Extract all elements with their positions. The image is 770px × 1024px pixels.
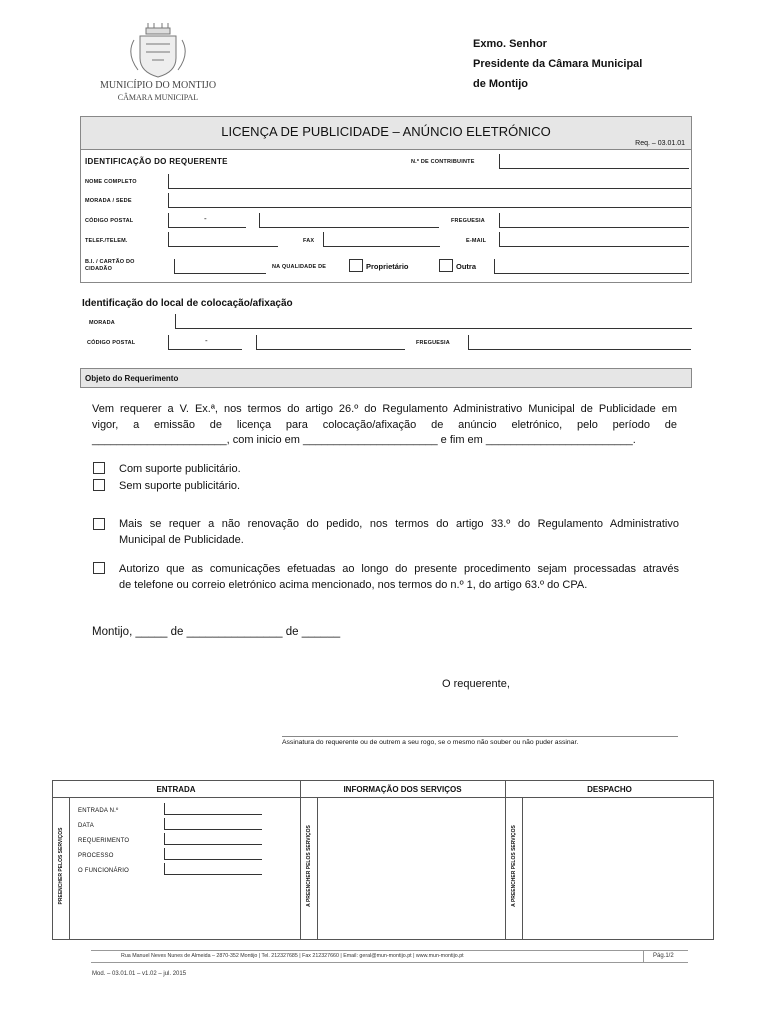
footer-page-divider <box>643 951 644 962</box>
codigo-postal-label: CÓDIGO POSTAL <box>85 218 134 224</box>
desp-side-label: A PREENCHER PELOS SERVIÇOS <box>511 825 517 907</box>
nao-renovacao-text <box>119 517 679 548</box>
proprietario-label: Proprietário <box>366 262 409 271</box>
email-field[interactable] <box>499 232 689 247</box>
localidade-field[interactable] <box>259 213 439 228</box>
signature-line[interactable] <box>282 736 678 737</box>
local-freguesia-field[interactable] <box>468 335 691 350</box>
nome-field[interactable] <box>168 174 691 189</box>
informacao-heading: INFORMAÇÃO DOS SERVIÇOS <box>343 785 462 794</box>
autorizo-line-1: Autorizo que as comunicações efetuadas ao longo do presente procedimento sejam processadas através <box>119 563 679 575</box>
processo-field[interactable] <box>164 848 262 860</box>
info-side-strip <box>300 797 318 940</box>
fax-label: FAX <box>303 238 315 244</box>
form-reference: Req. – 03.01.01 <box>635 140 685 147</box>
qualidade-label: NA QUALIDADE DE <box>272 264 327 270</box>
form-title: LICENÇA DE PUBLICIDADE – ANÚNCIO ELETRÓNICO <box>221 124 551 139</box>
data-label: DATA <box>78 823 94 829</box>
local-heading: Identificação do local de colocação/afixação <box>82 298 293 309</box>
nif-label: N.º DE CONTRIBUINTE <box>411 159 475 165</box>
footer-address: Rua Manuel Neves Nunes de Almeida – 2870-352 Montijo | Tel. 212327685 | Fax 212327660 | Email: geral@mun-montijo.pt | www.mun-montijo.pt <box>121 953 464 959</box>
despacho-heading: DESPACHO <box>587 785 632 794</box>
local-codigo-postal-label: CÓDIGO POSTAL <box>87 340 136 346</box>
entrada-numero-field[interactable] <box>164 803 262 815</box>
requerimento-field[interactable] <box>164 833 262 845</box>
logo-name: MUNICÍPIO DO MONTIJO <box>99 80 217 91</box>
freguesia-field[interactable] <box>499 213 689 228</box>
info-side-label: A PREENCHER PELOS SERVIÇOS <box>306 825 312 907</box>
funcionario-field[interactable] <box>164 863 262 875</box>
autorizo-line-2: de telefone ou correio eletrónico acima mencionado, nos termos do n.º 1, do artigo 63.º do CPA. <box>119 578 588 591</box>
outra-checkbox[interactable] <box>439 259 453 272</box>
local-codigo-postal-dash: - <box>205 336 208 345</box>
addressee-line-1: Exmo. Senhor <box>473 38 547 50</box>
telef-label: TELEF./TELEM. <box>85 238 128 244</box>
local-morada-field[interactable] <box>175 314 692 329</box>
footer-bar <box>91 950 688 963</box>
funcionario-label: O FUNCIONÁRIO <box>78 868 129 874</box>
codigo-postal-field[interactable] <box>168 213 246 228</box>
morada-label: MORADA / SEDE <box>85 198 132 204</box>
signature-note: Assinatura do requerente ou de outrem a seu rogo, se o mesmo não souber ou não puder assinar. <box>282 739 579 746</box>
form-model: Mod. – 03.01.01 – v1.02 – jul. 2015 <box>92 971 187 977</box>
outra-field[interactable] <box>494 259 689 274</box>
desp-side-strip <box>505 797 523 940</box>
sem-suporte-checkbox[interactable] <box>93 479 105 491</box>
processo-label: PROCESSO <box>78 853 114 859</box>
bi-label-line-2: CIDADÃO <box>85 266 113 272</box>
com-suporte-label: Com suporte publicitário. <box>119 463 241 475</box>
data-field[interactable] <box>164 818 262 830</box>
entrada-heading: ENTRADA <box>156 785 196 794</box>
bi-label-line-1: B.I. / CARTÃO DO <box>85 259 135 265</box>
requerente-heading: IDENTIFICAÇÃO DO REQUERENTE <box>85 157 228 166</box>
bi-label <box>85 259 135 273</box>
local-morada-label: MORADA <box>89 320 115 326</box>
objeto-line-3: ______________________, com inicio em ______________________ e fim em ________________________. <box>92 434 636 446</box>
requerimento-label: REQUERIMENTO <box>78 838 130 844</box>
local-freguesia-label: FREGUESIA <box>416 340 450 346</box>
nao-renovacao-line-2: Municipal de Publicidade. <box>119 533 244 546</box>
entrada-numero-label: ENTRADA N.º <box>78 808 119 814</box>
place-date: Montijo, _____ de _______________ de ______ <box>92 626 341 638</box>
proprietario-checkbox[interactable] <box>349 259 363 272</box>
freguesia-label: FREGUESIA <box>451 218 485 224</box>
nao-renovacao-line-1: Mais se requer a não renovação do pedido, nos termos do artigo 33.º do Regulamento Administrativo <box>119 518 679 530</box>
services-header-rule <box>52 797 714 798</box>
telef-field[interactable] <box>168 232 278 247</box>
footer-page: Pág.1/2 <box>653 953 674 959</box>
municipal-logo <box>96 20 220 106</box>
requerente-signature-label: O requerente, <box>442 678 510 690</box>
addressee-line-3: de Montijo <box>473 78 528 90</box>
codigo-postal-dash: - <box>204 214 207 223</box>
morada-field[interactable] <box>168 193 691 208</box>
fax-field[interactable] <box>323 232 440 247</box>
com-suporte-checkbox[interactable] <box>93 462 105 474</box>
local-localidade-field[interactable] <box>256 335 405 350</box>
objeto-line-1: Vem requerer a V. Ex.ª, nos termos do artigo 26.º do Regulamento Administrativo Municipal de Publicidade em <box>92 403 677 415</box>
addressee-line-2: Presidente da Câmara Municipal <box>473 58 643 70</box>
services-box <box>52 780 714 940</box>
bi-field[interactable] <box>174 259 266 274</box>
title-bar <box>80 116 692 150</box>
objeto-heading: Objeto do Requerimento <box>85 374 179 383</box>
objeto-paragraph <box>92 402 677 449</box>
objeto-bar <box>80 368 692 388</box>
nome-label: NOME COMPLETO <box>85 179 137 185</box>
entrada-side-label: PREENCHER PELOS SERVIÇOS <box>58 827 64 905</box>
autorizo-checkbox[interactable] <box>93 562 105 574</box>
outra-label: Outra <box>456 262 477 271</box>
nao-renovacao-checkbox[interactable] <box>93 518 105 530</box>
email-label: E-MAIL <box>466 238 487 244</box>
sem-suporte-label: Sem suporte publicitário. <box>119 480 241 492</box>
addressee <box>473 34 642 94</box>
entrada-side-strip <box>52 797 70 940</box>
nif-field[interactable] <box>499 154 689 169</box>
autorizo-text <box>119 562 679 593</box>
coat-of-arms-icon <box>96 20 220 80</box>
objeto-line-2: vigor, a emissão de licença para colocação/afixação de anúncio eletrónico, pelo período de <box>92 418 677 431</box>
logo-subtitle: CÂMARA MUNICIPAL <box>117 93 199 102</box>
